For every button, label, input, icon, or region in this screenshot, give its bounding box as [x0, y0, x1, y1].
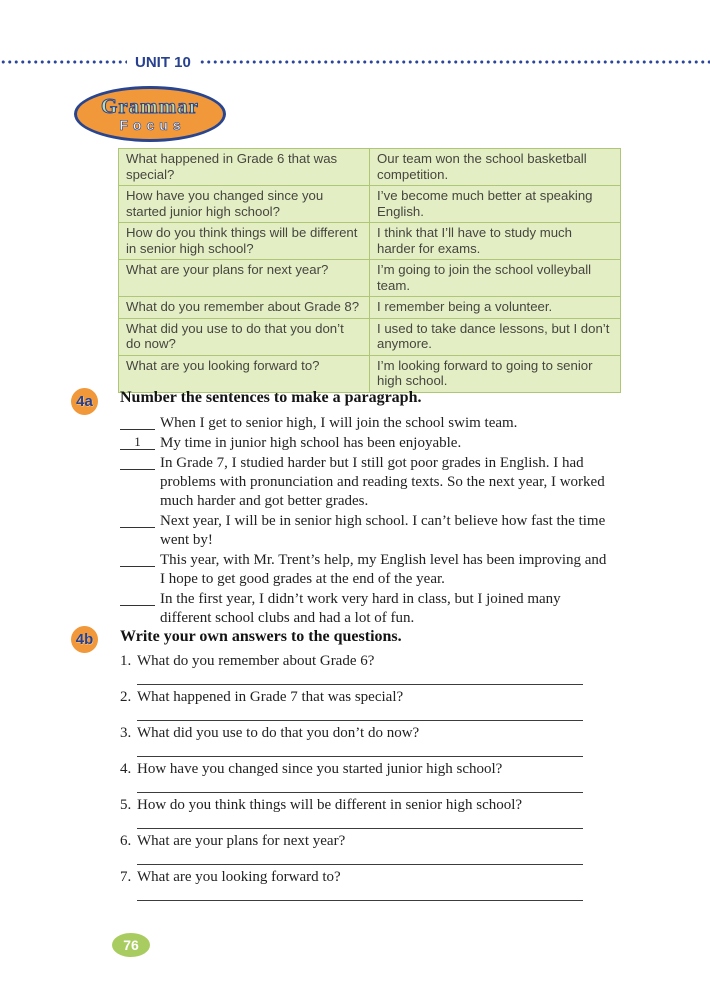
unit-header — [0, 54, 710, 70]
answer-cell: I think that I’ll have to study much harder for exams. — [370, 223, 621, 260]
number-blank — [120, 454, 155, 470]
number-blank — [120, 551, 155, 567]
list-item — [120, 434, 614, 453]
question-block — [120, 760, 602, 793]
question-cell: How have you changed since you started junior high school? — [119, 186, 370, 223]
table-row — [119, 186, 621, 223]
list-item — [120, 454, 614, 511]
list-item — [120, 414, 614, 433]
question-number: 1. — [120, 653, 132, 669]
table-row — [119, 223, 621, 260]
exercise-4b-badge: 4b — [71, 626, 98, 653]
grammar-focus-table — [118, 148, 621, 393]
exercise-4b-title: Write your own answers to the questions. — [120, 628, 402, 645]
question-cell: How do you think things will be different in senior high school? — [119, 223, 370, 260]
question-block — [120, 796, 602, 829]
question-number: 6. — [120, 833, 132, 849]
question-text: What are your plans for next year? — [137, 833, 346, 849]
grammar-focus-badge — [74, 86, 226, 142]
table-row — [119, 355, 621, 392]
table-row — [119, 260, 621, 297]
question-text: What do you remember about Grade 6? — [137, 653, 375, 669]
sentence-text: This year, with Mr. Trent’s help, my English level has been improving and I hope to get good grades at the end of the year. — [160, 552, 607, 587]
sentence-text: In the first year, I didn’t work very hard in class, but I joined many different school clubs and had a lot of fun. — [160, 591, 561, 626]
question-row — [120, 688, 602, 707]
question-row — [120, 868, 602, 887]
list-item — [120, 590, 614, 628]
answer-cell: I used to take dance lessons, but I don’t anymore. — [370, 318, 621, 355]
question-row — [120, 760, 602, 779]
sentence-text: In Grade 7, I studied harder but I still got poor grades in English. I had problems with pronunciation and reading texts. So the next year, I worked much harder and got better grades. — [160, 455, 605, 509]
question-row — [120, 724, 602, 743]
number-blank — [120, 512, 155, 528]
answer-write-line — [137, 671, 583, 685]
question-row — [120, 652, 602, 671]
question-number: 4. — [120, 761, 132, 777]
answer-write-line — [137, 707, 583, 721]
question-number: 2. — [120, 689, 132, 705]
question-text: What happened in Grade 7 that was special? — [137, 689, 404, 705]
question-text: What are you looking forward to? — [137, 869, 341, 885]
question-block — [120, 688, 602, 721]
question-block — [120, 832, 602, 865]
question-cell: What are your plans for next year? — [119, 260, 370, 297]
question-cell: What happened in Grade 6 that was special? — [119, 149, 370, 186]
exercise-4b-questions — [120, 652, 602, 904]
answer-write-line — [137, 887, 583, 901]
answer-write-line — [137, 815, 583, 829]
answer-write-line — [137, 779, 583, 793]
sentence-text: Next year, I will be in senior high school. I can’t believe how fast the time went by! — [160, 513, 606, 548]
question-block — [120, 868, 602, 901]
question-cell: What are you looking forward to? — [119, 355, 370, 392]
answer-write-line — [137, 851, 583, 865]
question-number: 3. — [120, 725, 132, 741]
number-blank — [120, 590, 155, 606]
question-block — [120, 724, 602, 757]
list-item — [120, 512, 614, 550]
grammar-focus-word2: Focus — [119, 117, 186, 133]
question-text: What did you use to do that you don’t do now? — [137, 725, 420, 741]
sentence-text: My time in junior high school has been enjoyable. — [160, 435, 462, 451]
answer-cell: I remember being a volunteer. — [370, 297, 621, 319]
question-text: How have you changed since you started junior high school? — [137, 761, 503, 777]
number-blank: 1 — [120, 434, 155, 450]
question-cell: What do you remember about Grade 8? — [119, 297, 370, 319]
exercise-4a-title: Number the sentences to make a paragraph. — [120, 389, 422, 406]
answer-write-line — [137, 743, 583, 757]
sentence-text: When I get to senior high, I will join the school swim team. — [160, 415, 518, 431]
table-row — [119, 318, 621, 355]
question-row — [120, 832, 602, 851]
question-cell: What did you use to do that you don’t do now? — [119, 318, 370, 355]
answer-cell: I’ve become much better at speaking English. — [370, 186, 621, 223]
question-text: How do you think things will be different in senior high school? — [137, 797, 523, 813]
unit-title: UNIT 10 — [135, 53, 191, 71]
answer-cell: Our team won the school basketball competition. — [370, 149, 621, 186]
grammar-focus-word1: Grammar — [101, 94, 199, 118]
exercise-4a-badge: 4a — [71, 388, 98, 415]
question-block — [120, 652, 602, 685]
table-row — [119, 297, 621, 319]
question-row — [120, 796, 602, 815]
page-number-badge: 76 — [112, 933, 150, 957]
number-blank — [120, 414, 155, 430]
question-number: 5. — [120, 797, 132, 813]
answer-cell: I’m looking forward to going to senior high school. — [370, 355, 621, 392]
list-item — [120, 551, 614, 589]
dotted-rule-right — [199, 60, 710, 64]
exercise-4a-sentences — [120, 414, 614, 629]
dotted-rule-left — [0, 60, 127, 64]
question-number: 7. — [120, 869, 132, 885]
table-row — [119, 149, 621, 186]
answer-cell: I’m going to join the school volleyball team. — [370, 260, 621, 297]
